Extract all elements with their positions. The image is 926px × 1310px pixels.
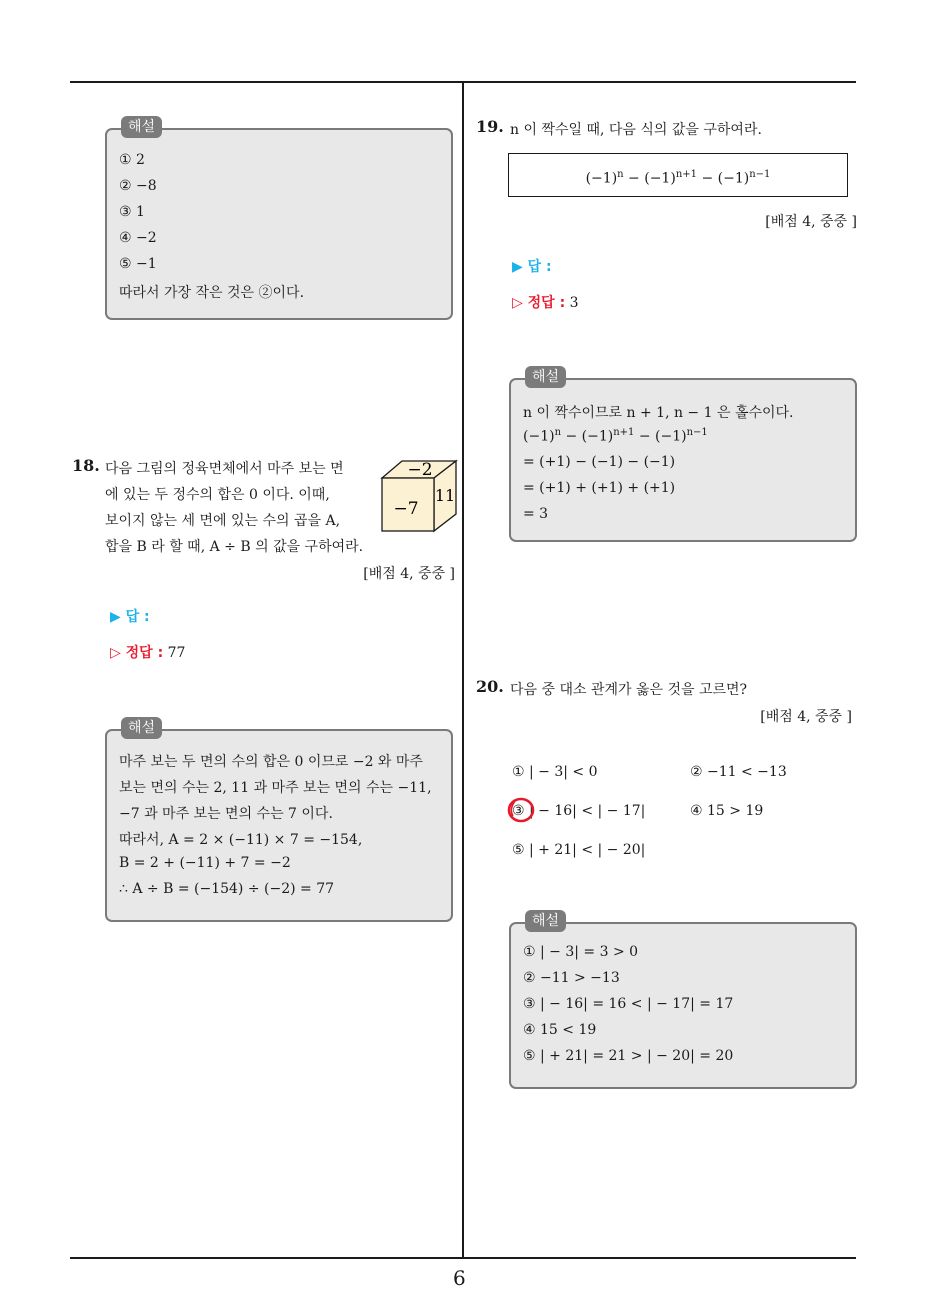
solution-line: ④ −2: [119, 230, 157, 246]
choice-4[interactable]: ④ 15 > 19: [690, 803, 764, 819]
solution-line: = 3: [523, 506, 549, 522]
expression-exponent: n: [617, 169, 624, 180]
question-text-line: 보이지 않는 세 면에 있는 수의 곱을 A,: [105, 513, 341, 529]
solution-line: −7 과 마주 보는 면의 수는 7 이다.: [119, 806, 333, 822]
score-label: [배점 4, 중중 ]: [765, 214, 857, 230]
expression-term: − (−1): [623, 170, 676, 187]
correct-answer-label: ▷ 정답 :: [512, 295, 566, 311]
expression-exponent: n: [554, 427, 562, 438]
question-number: 19.: [476, 117, 504, 136]
solution-tag: 해설: [525, 366, 566, 388]
expression-exponent: n+1: [613, 427, 635, 438]
solution-line: B = 2 + (−11) + 7 = −2: [119, 855, 291, 871]
solution-line: ⑤ | + 21| = 21 > | − 20| = 20: [523, 1048, 734, 1064]
q19-solution-box: [509, 369, 857, 542]
solution-line: ② −8: [119, 178, 157, 194]
q20-solution-box: [509, 913, 857, 1089]
solution-line: 마주 보는 두 면의 수의 합은 0 이므로 −2 와 마주: [119, 754, 423, 770]
correct-answer-value: 3: [569, 295, 579, 311]
solution-line: ③ | − 16| = 16 < | − 17| = 17: [523, 996, 734, 1012]
solution-line: 따라서, A = 2 × (−11) × 7 = −154,: [119, 832, 363, 848]
correct-answer-row: [110, 642, 185, 662]
question-text-line: 다음 그림의 정육면체에서 마주 보는 면: [105, 461, 344, 477]
solution-line: 따라서 가장 작은 것은 ②이다.: [119, 285, 305, 301]
expression-exponent: n+1: [675, 169, 697, 180]
correct-answer-value: 77: [167, 645, 186, 661]
question-text: n 이 짝수일 때, 다음 식의 값을 구하여라.: [510, 122, 762, 138]
solution-line: ⑤ −1: [119, 256, 157, 272]
cube-right-label: 11: [434, 486, 456, 505]
correct-answer-row: [512, 292, 579, 312]
solution-tag: 해설: [525, 910, 566, 932]
solution-tag: 해설: [121, 717, 162, 739]
expression-exponent: n−1: [686, 427, 708, 438]
solution-line: ③ 1: [119, 204, 145, 220]
answer-label: ▶ 답 :: [512, 259, 552, 275]
expression-box: [508, 153, 848, 197]
choice-2[interactable]: ② −11 < −13: [690, 764, 787, 780]
cube-front-label: −7: [393, 499, 419, 519]
question-text-line: 에 있는 두 정수의 합은 0 이다. 이때,: [105, 487, 330, 503]
cube-figure: [378, 458, 458, 534]
question-number: 20.: [476, 677, 504, 696]
expression-term: (−1): [585, 170, 618, 187]
solution-line: ∴ A ÷ B = (−154) ÷ (−2) = 77: [119, 881, 335, 897]
question-text-line: 합을 B 라 할 때, A ÷ B 의 값을 구하여라.: [105, 539, 364, 555]
expression-term: − (−1): [697, 170, 750, 187]
solution-line: ② −11 > −13: [523, 970, 620, 986]
expression-term: (−1): [523, 428, 555, 445]
question-text: 다음 중 대소 관계가 옳은 것을 고르면?: [510, 682, 748, 698]
q18-solution-box: [105, 720, 453, 922]
correct-answer-label: ▷ 정답 :: [110, 645, 164, 661]
choice-1[interactable]: ① | − 3| < 0: [512, 764, 598, 780]
selected-choice-circle-icon: [505, 795, 537, 825]
expression-term: − (−1): [561, 428, 614, 445]
column-divider: [462, 82, 464, 1258]
solution-line: n 이 짝수이므로 n + 1, n − 1 은 홀수이다.: [523, 405, 794, 421]
score-label: [배점 4, 중중 ]: [363, 566, 455, 582]
solution-line: = (+1) − (−1) − (−1): [523, 454, 676, 470]
choice-5[interactable]: ⑤ | + 21| < | − 20|: [512, 842, 646, 858]
q17-solution-box: [105, 119, 453, 320]
answer-label: ▶ 답 :: [110, 609, 150, 625]
solution-line: ① 2: [119, 152, 145, 168]
solution-line: ④ 15 < 19: [523, 1022, 597, 1038]
choice-3[interactable]: ③ | − 16| < | − 17|: [512, 803, 646, 819]
expression-exponent: n−1: [749, 169, 771, 180]
solution-line: [523, 427, 708, 445]
solution-line: 보는 면의 수는 2, 11 과 마주 보는 면의 수는 −11,: [119, 780, 432, 796]
question-number: 18.: [72, 456, 100, 475]
solution-line: ① | − 3| = 3 > 0: [523, 944, 639, 960]
solution-tag: 해설: [121, 116, 162, 138]
expression-term: − (−1): [634, 428, 687, 445]
cube-top-label: −2: [407, 460, 433, 480]
page-number: 6: [453, 1266, 466, 1290]
solution-line: = (+1) + (+1) + (+1): [523, 480, 676, 496]
score-label: [배점 4, 중중 ]: [760, 709, 852, 725]
